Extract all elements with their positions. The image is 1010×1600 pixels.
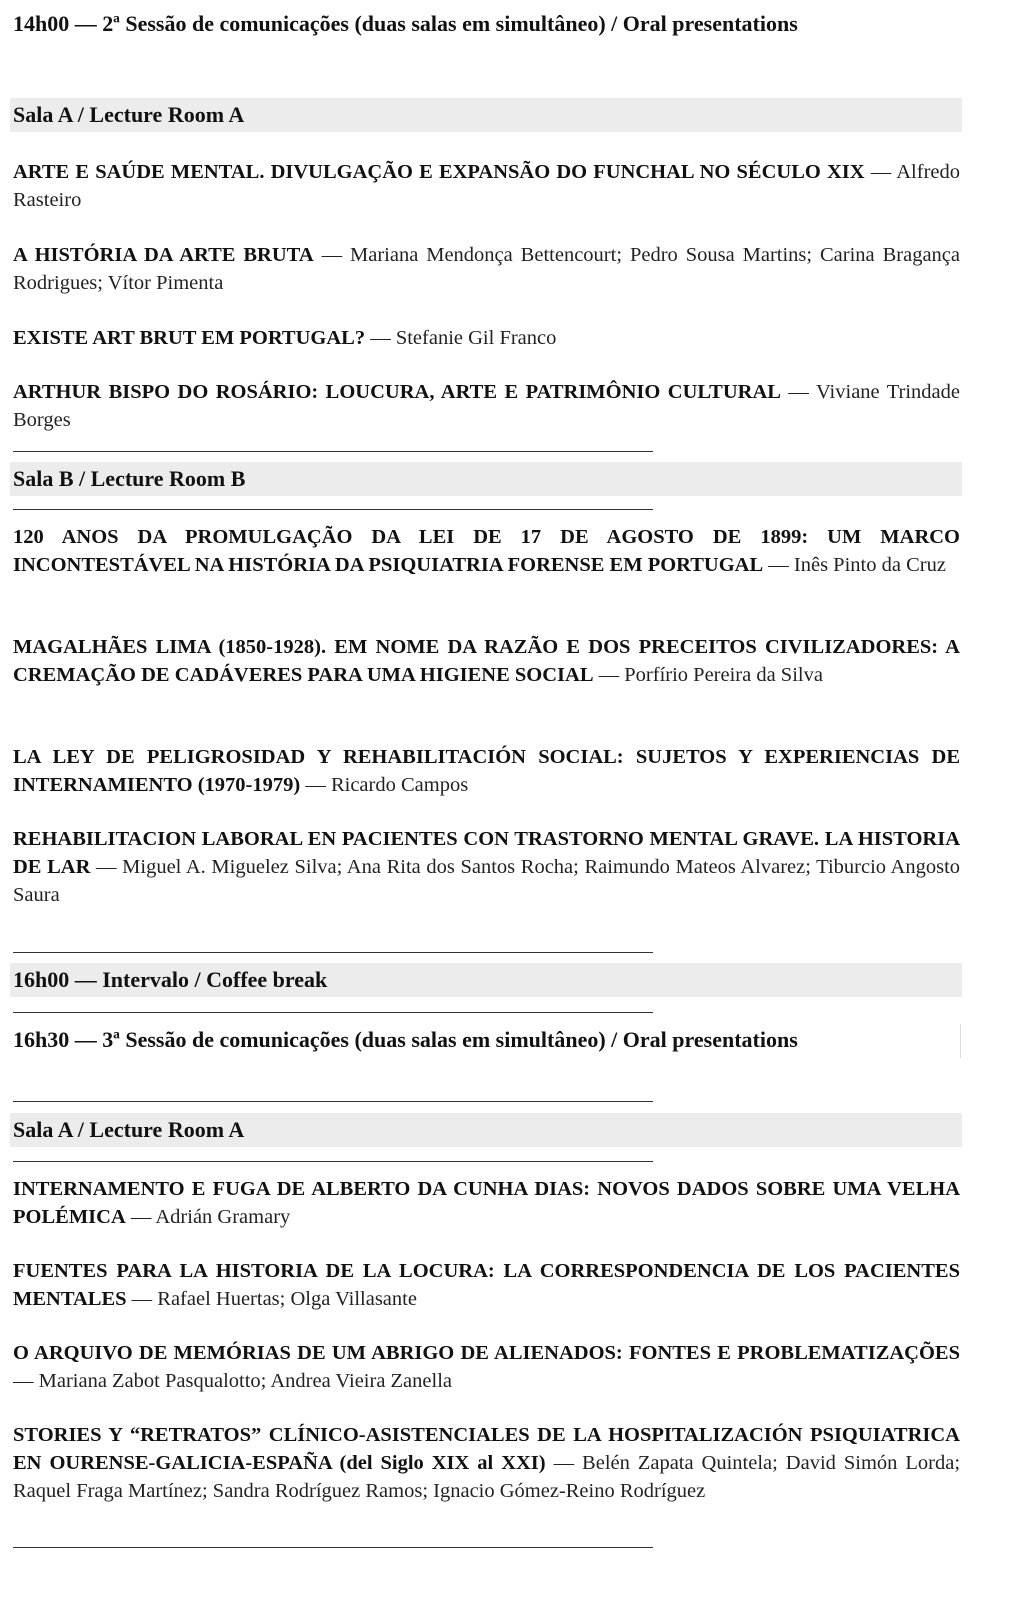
talk-title: MAGALHÃES LIMA (1850-1928). EM NOME DA RAZÃO E DOS PRECEITOS CIVILIZADORES: A CREMAÇÃO DE CADÁVERES PARA UMA HIGIENE SOCIAL <box>13 636 960 686</box>
talk-title: STORIES Y “RETRATOS” CLÍNICO-ASISTENCIALES DE LA HOSPITALIZACIÓN PSIQUIATRICA EN OURENSE-GALICIA-ESPAÑA (del Siglo XIX al XXI) <box>13 1424 960 1474</box>
divider <box>13 1012 653 1013</box>
room-a-header: Sala A / Lecture Room A <box>10 1113 962 1147</box>
talk-item <box>13 1339 960 1395</box>
talk-authors: — Mariana Mendonça Bettencourt; Pedro Sousa Martins; Carina Bragança Rodrigues; Vítor Pimenta <box>13 244 960 294</box>
talk-item <box>13 324 960 352</box>
talk-title: O ARQUIVO DE MEMÓRIAS DE UM ABRIGO DE ALIENADOS: FONTES E PROBLEMATIZAÇÕES <box>13 1342 960 1364</box>
talk-item <box>13 825 960 909</box>
talk-item <box>13 633 960 689</box>
divider <box>13 509 653 510</box>
talk-authors: — Adrián Gramary <box>130 1206 291 1228</box>
room-b-header: Sala B / Lecture Room B <box>10 462 962 496</box>
session-3-title: 16h30 — 3ª Sessão de comunicações (duas salas em simultâneo) / Oral presentations <box>13 1027 798 1052</box>
talk-item <box>13 1421 960 1505</box>
talk-authors: — Belén Zapata Quintela; David Simón Lorda; Raquel Fraga Martínez; Sandra Rodríguez Ramos; Ignacio Gómez-Reino Rodríguez <box>13 1452 961 1502</box>
divider <box>13 1101 653 1102</box>
talk-item <box>13 743 960 799</box>
talk-authors: — Porfírio Pereira da Silva <box>598 664 823 686</box>
talk-title: INTERNAMENTO E FUGA DE ALBERTO DA CUNHA DIAS: NOVOS DADOS SOBRE UMA VELHA POLÉMICA <box>13 1178 960 1228</box>
talk-item <box>13 1175 960 1231</box>
divider <box>13 1161 653 1162</box>
divider <box>13 952 653 953</box>
talk-authors: — Rafael Huertas; Olga Villasante <box>131 1288 417 1310</box>
talk-authors: — Miguel A. Miguelez Silva; Ana Rita dos Santos Rocha; Raimundo Mateos Alvarez; Tiburcio Angosto Saura <box>13 856 961 906</box>
talk-authors: — Ricardo Campos <box>305 774 469 796</box>
coffee-break-header: 16h00 — Intervalo / Coffee break <box>10 963 962 997</box>
talk-title: FUENTES PARA LA HISTORIA DE LA LOCURA: LA CORRESPONDENCIA DE LOS PACIENTES MENTALES <box>13 1260 960 1310</box>
talk-authors: — Stefanie Gil Franco <box>370 327 557 349</box>
talk-authors: — Mariana Zabot Pasqualotto; Andrea Vieira Zanella <box>13 1370 452 1392</box>
talk-title: REHABILITACION LABORAL EN PACIENTES CON TRASTORNO MENTAL GRAVE. LA HISTORIA DE LAR <box>13 828 960 878</box>
talk-title: LA LEY DE PELIGROSIDAD Y REHABILITACIÓN SOCIAL: SUJETOS Y EXPERIENCIAS DE INTERNAMIENTO (1970-1979) <box>13 746 960 796</box>
talk-title: ARTHUR BISPO DO ROSÁRIO: LOUCURA, ARTE E PATRIMÔNIO CULTURAL <box>13 381 781 403</box>
talk-authors: — Inês Pinto da Cruz <box>768 554 946 576</box>
cell-border <box>960 1024 961 1058</box>
talk-item <box>13 241 960 297</box>
room-a-header: Sala A / Lecture Room A <box>10 98 962 132</box>
talk-item <box>13 523 960 579</box>
divider <box>13 451 653 452</box>
talk-authors: — Alfredo Rasteiro <box>13 161 961 211</box>
talk-authors: — Viviane Trindade Borges <box>13 381 960 431</box>
talk-title: 120 ANOS DA PROMULGAÇÃO DA LEI DE 17 DE AGOSTO DE 1899: UM MARCO INCONTESTÁVEL NA HISTÓRIA DA PSIQUIATRIA FORENSE EM PORTUGAL <box>13 526 960 576</box>
talk-item <box>13 1257 960 1313</box>
talk-item <box>13 158 960 214</box>
talk-title: ARTE E SAÚDE MENTAL. DIVULGAÇÃO E EXPANSÃO DO FUNCHAL NO SÉCULO XIX <box>13 161 865 183</box>
talk-title: A HISTÓRIA DA ARTE BRUTA <box>13 244 314 266</box>
talk-title: EXISTE ART BRUT EM PORTUGAL? <box>13 327 366 349</box>
divider <box>13 1547 653 1548</box>
session-2-title: 14h00 — 2ª Sessão de comunicações (duas salas em simultâneo) / Oral presentations <box>13 11 798 36</box>
talk-item <box>13 378 960 434</box>
